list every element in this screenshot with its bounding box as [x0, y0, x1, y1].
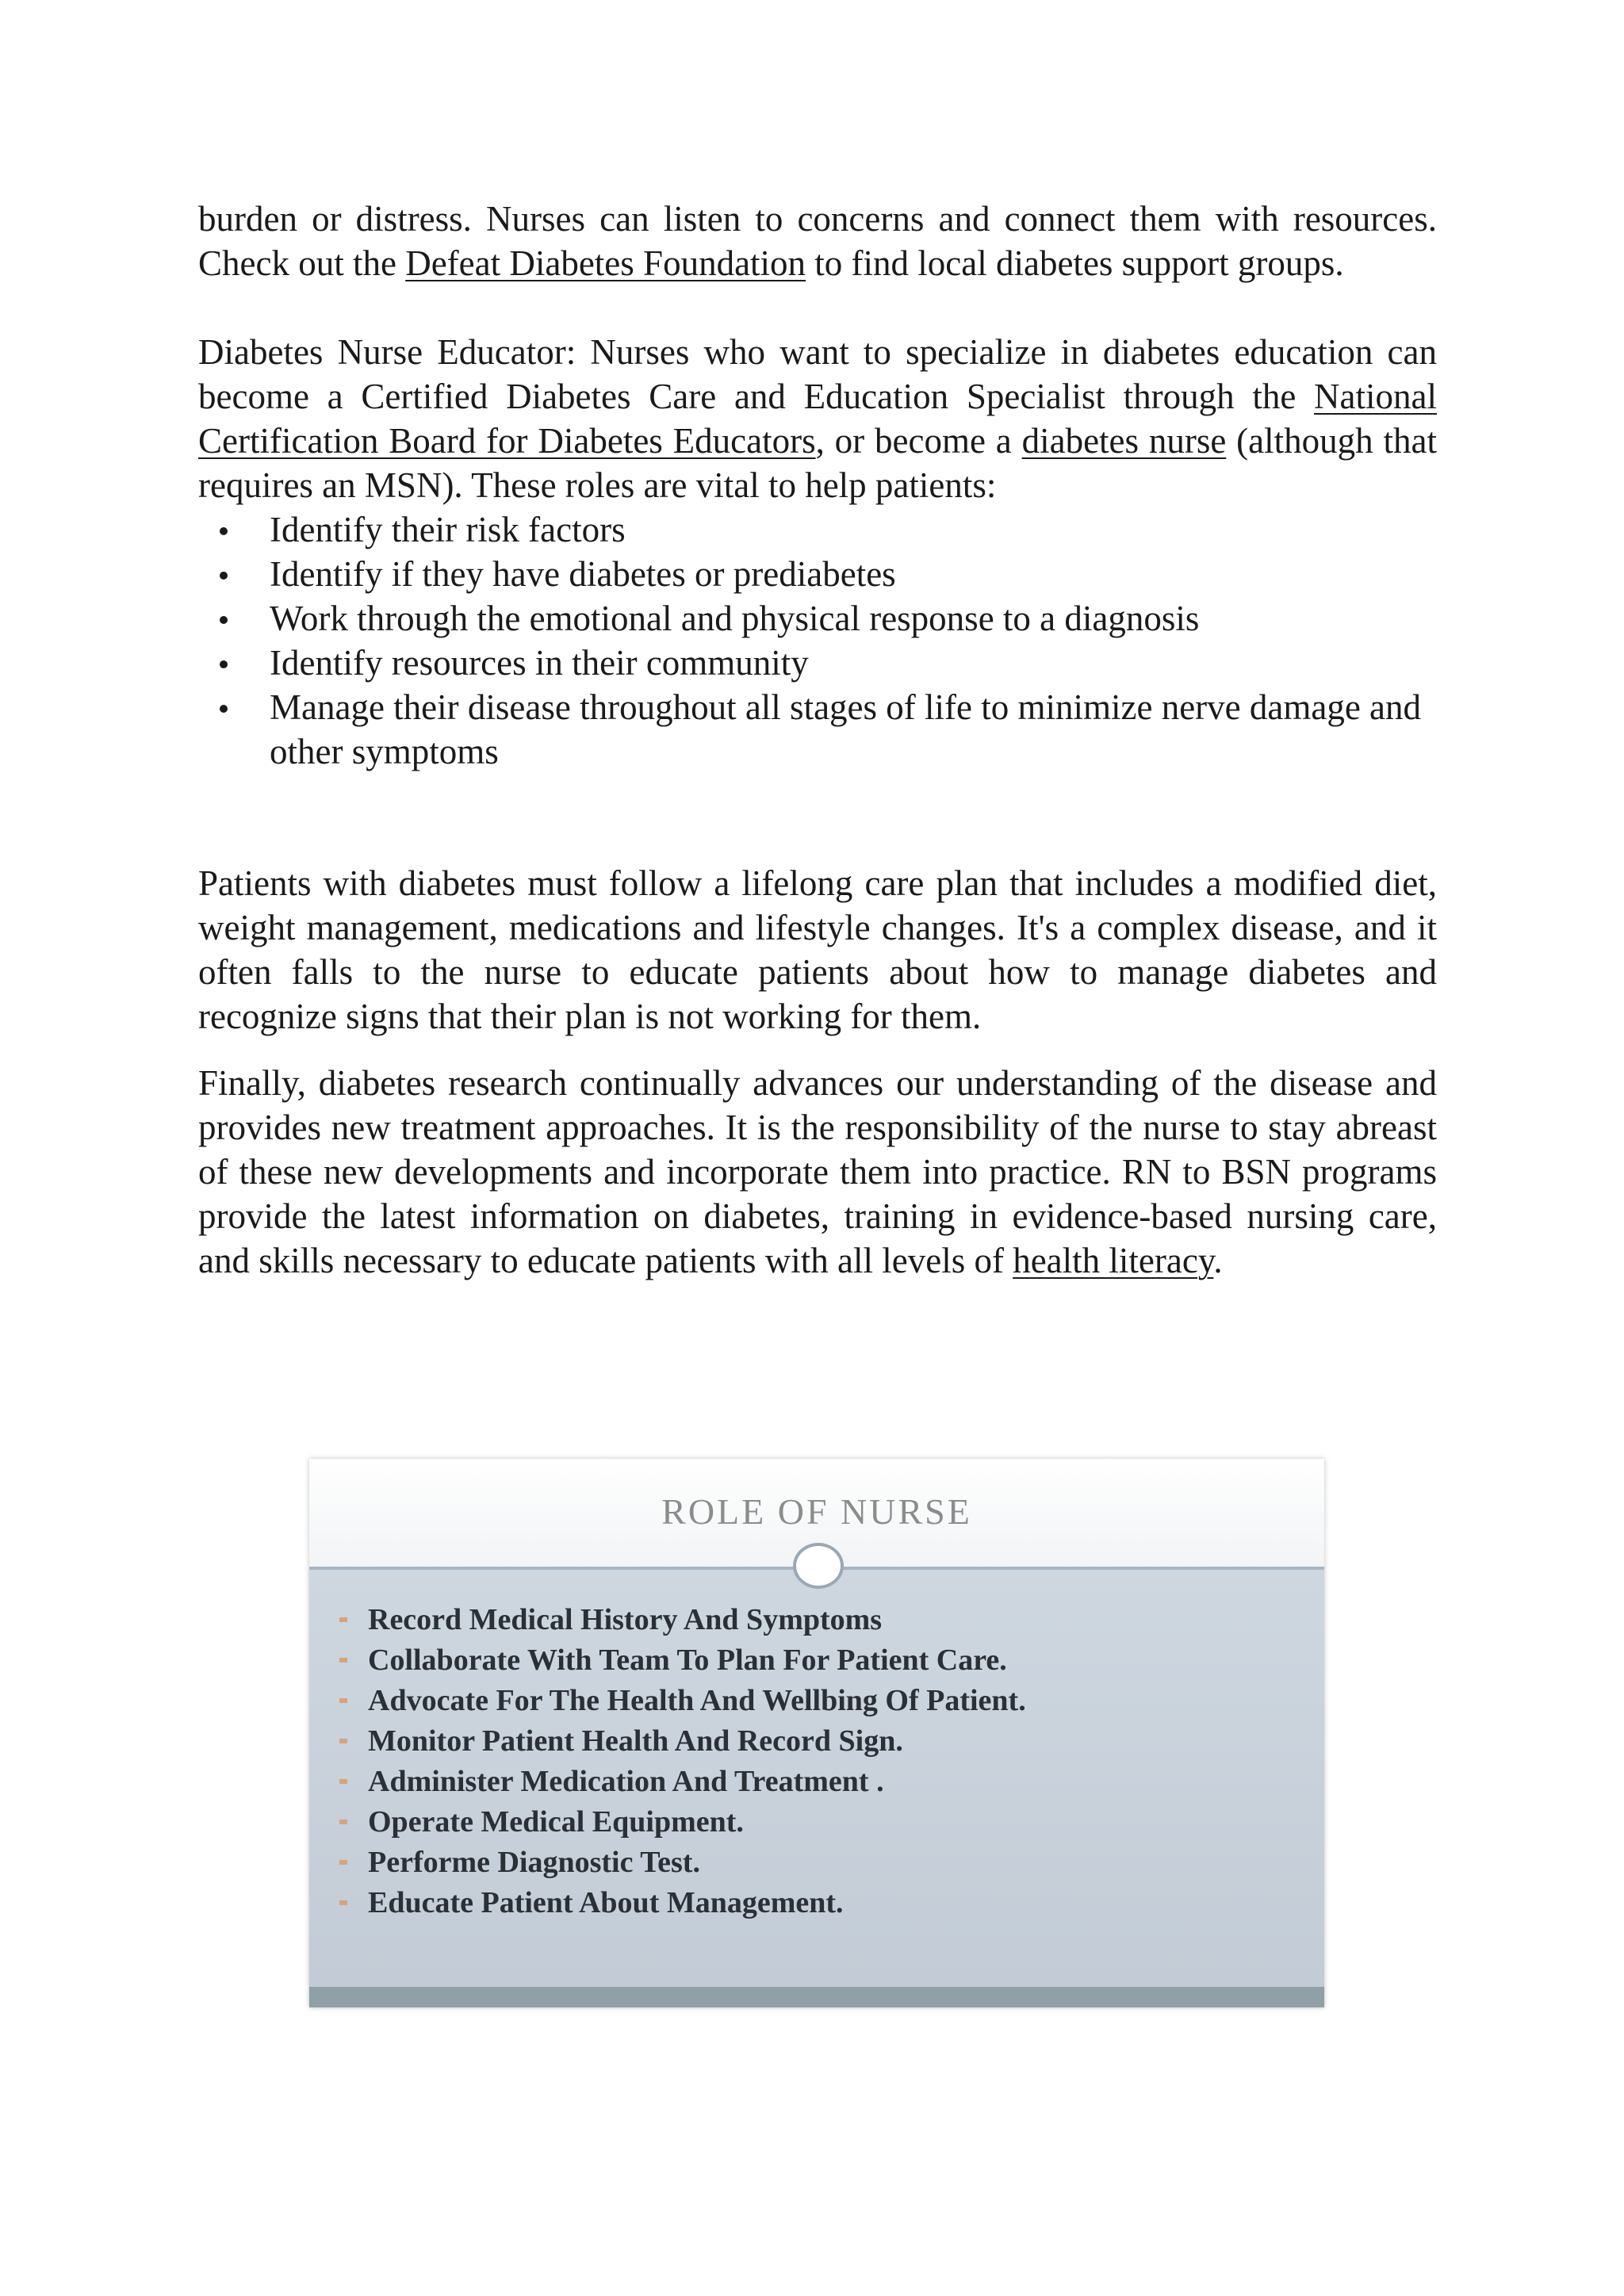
paragraph-text: , or become a: [815, 421, 1022, 461]
slide-footer-bar: [309, 1987, 1324, 2007]
list-item: Administer Medication And Treatment .: [333, 1762, 1026, 1802]
paragraph-text: Finally, diabetes research continually advances our understanding of the disease and provides new treatment approaches. It is the responsibility of the nurse to stay abreast of these new developments and incorporate them into practice. RN to BSN programs provide the latest information on diabetes, training in evidence-based nursing care, and skills necessary to educate patients with all levels of: [198, 1063, 1437, 1280]
circle-icon: [793, 1543, 844, 1589]
list-item: Educate Patient About Management.: [333, 1883, 1026, 1923]
bullet-square-icon: [339, 1820, 347, 1824]
bullet-square-icon: [339, 1900, 347, 1905]
list-item: Record Medical History And Symptoms: [333, 1600, 1026, 1640]
list-item: Identify resources in their community: [198, 641, 1437, 685]
paragraph-text: burden or distress. Nurses can listen to concerns and connect them with resources. Check out the: [198, 199, 1437, 283]
list-item: Identify if they have diabetes or prediabetes: [198, 552, 1437, 596]
bullet-square-icon: [339, 1698, 347, 1703]
link-ncbde[interactable]: National Certification Board for Diabetes Educators: [198, 377, 1437, 461]
document-body: [198, 197, 1437, 1283]
paragraph-text: (although that requires an MSN). These roles are vital to help patients:: [198, 421, 1437, 505]
paragraph-text: to find local diabetes support groups.: [806, 243, 1344, 283]
bullet-dot-icon: [220, 705, 228, 713]
slide-role-list: [333, 1600, 1026, 1923]
role-of-nurse-slide-image: [309, 1459, 1324, 2007]
bullet-dot-icon: [220, 616, 228, 624]
list-item: Collaborate With Team To Plan For Patient Care.: [333, 1640, 1026, 1681]
list-item: Monitor Patient Health And Record Sign.: [333, 1721, 1026, 1762]
list-item: Work through the emotional and physical response to a diagnosis: [198, 596, 1437, 641]
bullet-square-icon: [339, 1779, 347, 1784]
bullet-dot-icon: [220, 660, 228, 668]
list-item: Identify their risk factors: [198, 507, 1437, 552]
bullet-square-icon: [339, 1860, 347, 1865]
slide-title: ROLE OF NURSE: [661, 1491, 972, 1532]
list-item: Advocate For The Health And Wellbing Of Patient.: [333, 1681, 1026, 1721]
paragraph-support-groups: [198, 197, 1437, 285]
slide-body: [309, 1570, 1324, 1987]
paragraph-text: .: [1213, 1241, 1223, 1280]
link-defeat-diabetes-foundation[interactable]: Defeat Diabetes Foundation: [405, 243, 806, 283]
paragraph-nurse-educator: [198, 330, 1437, 507]
paragraph-research: [198, 1061, 1437, 1283]
bullet-dot-icon: [220, 572, 228, 580]
patient-help-list: [198, 507, 1437, 774]
paragraph-text: Diabetes Nurse Educator: Nurses who want to specialize in diabetes education can become a Certified Diabetes Care and Education Specialist through the: [198, 332, 1437, 416]
list-item: Manage their disease throughout all stages of life to minimize nerve damage and other symptoms: [198, 685, 1437, 774]
link-diabetes-nurse[interactable]: diabetes nurse: [1021, 421, 1227, 461]
bullet-square-icon: [339, 1739, 347, 1743]
bullet-dot-icon: [220, 527, 228, 535]
bullet-square-icon: [339, 1617, 347, 1622]
list-item: Performe Diagnostic Test.: [333, 1843, 1026, 1883]
link-health-literacy[interactable]: health literacy: [1013, 1241, 1214, 1280]
bullet-square-icon: [339, 1658, 347, 1663]
paragraph-care-plan: Patients with diabetes must follow a lifelong care plan that includes a modified diet, weight management, medications and lifestyle changes. It's a complex disease, and it often falls to the nurse to educate patients about how to manage diabetes and recognize signs that their plan is not working for them.: [198, 863, 1437, 1036]
list-item: Operate Medical Equipment.: [333, 1802, 1026, 1843]
